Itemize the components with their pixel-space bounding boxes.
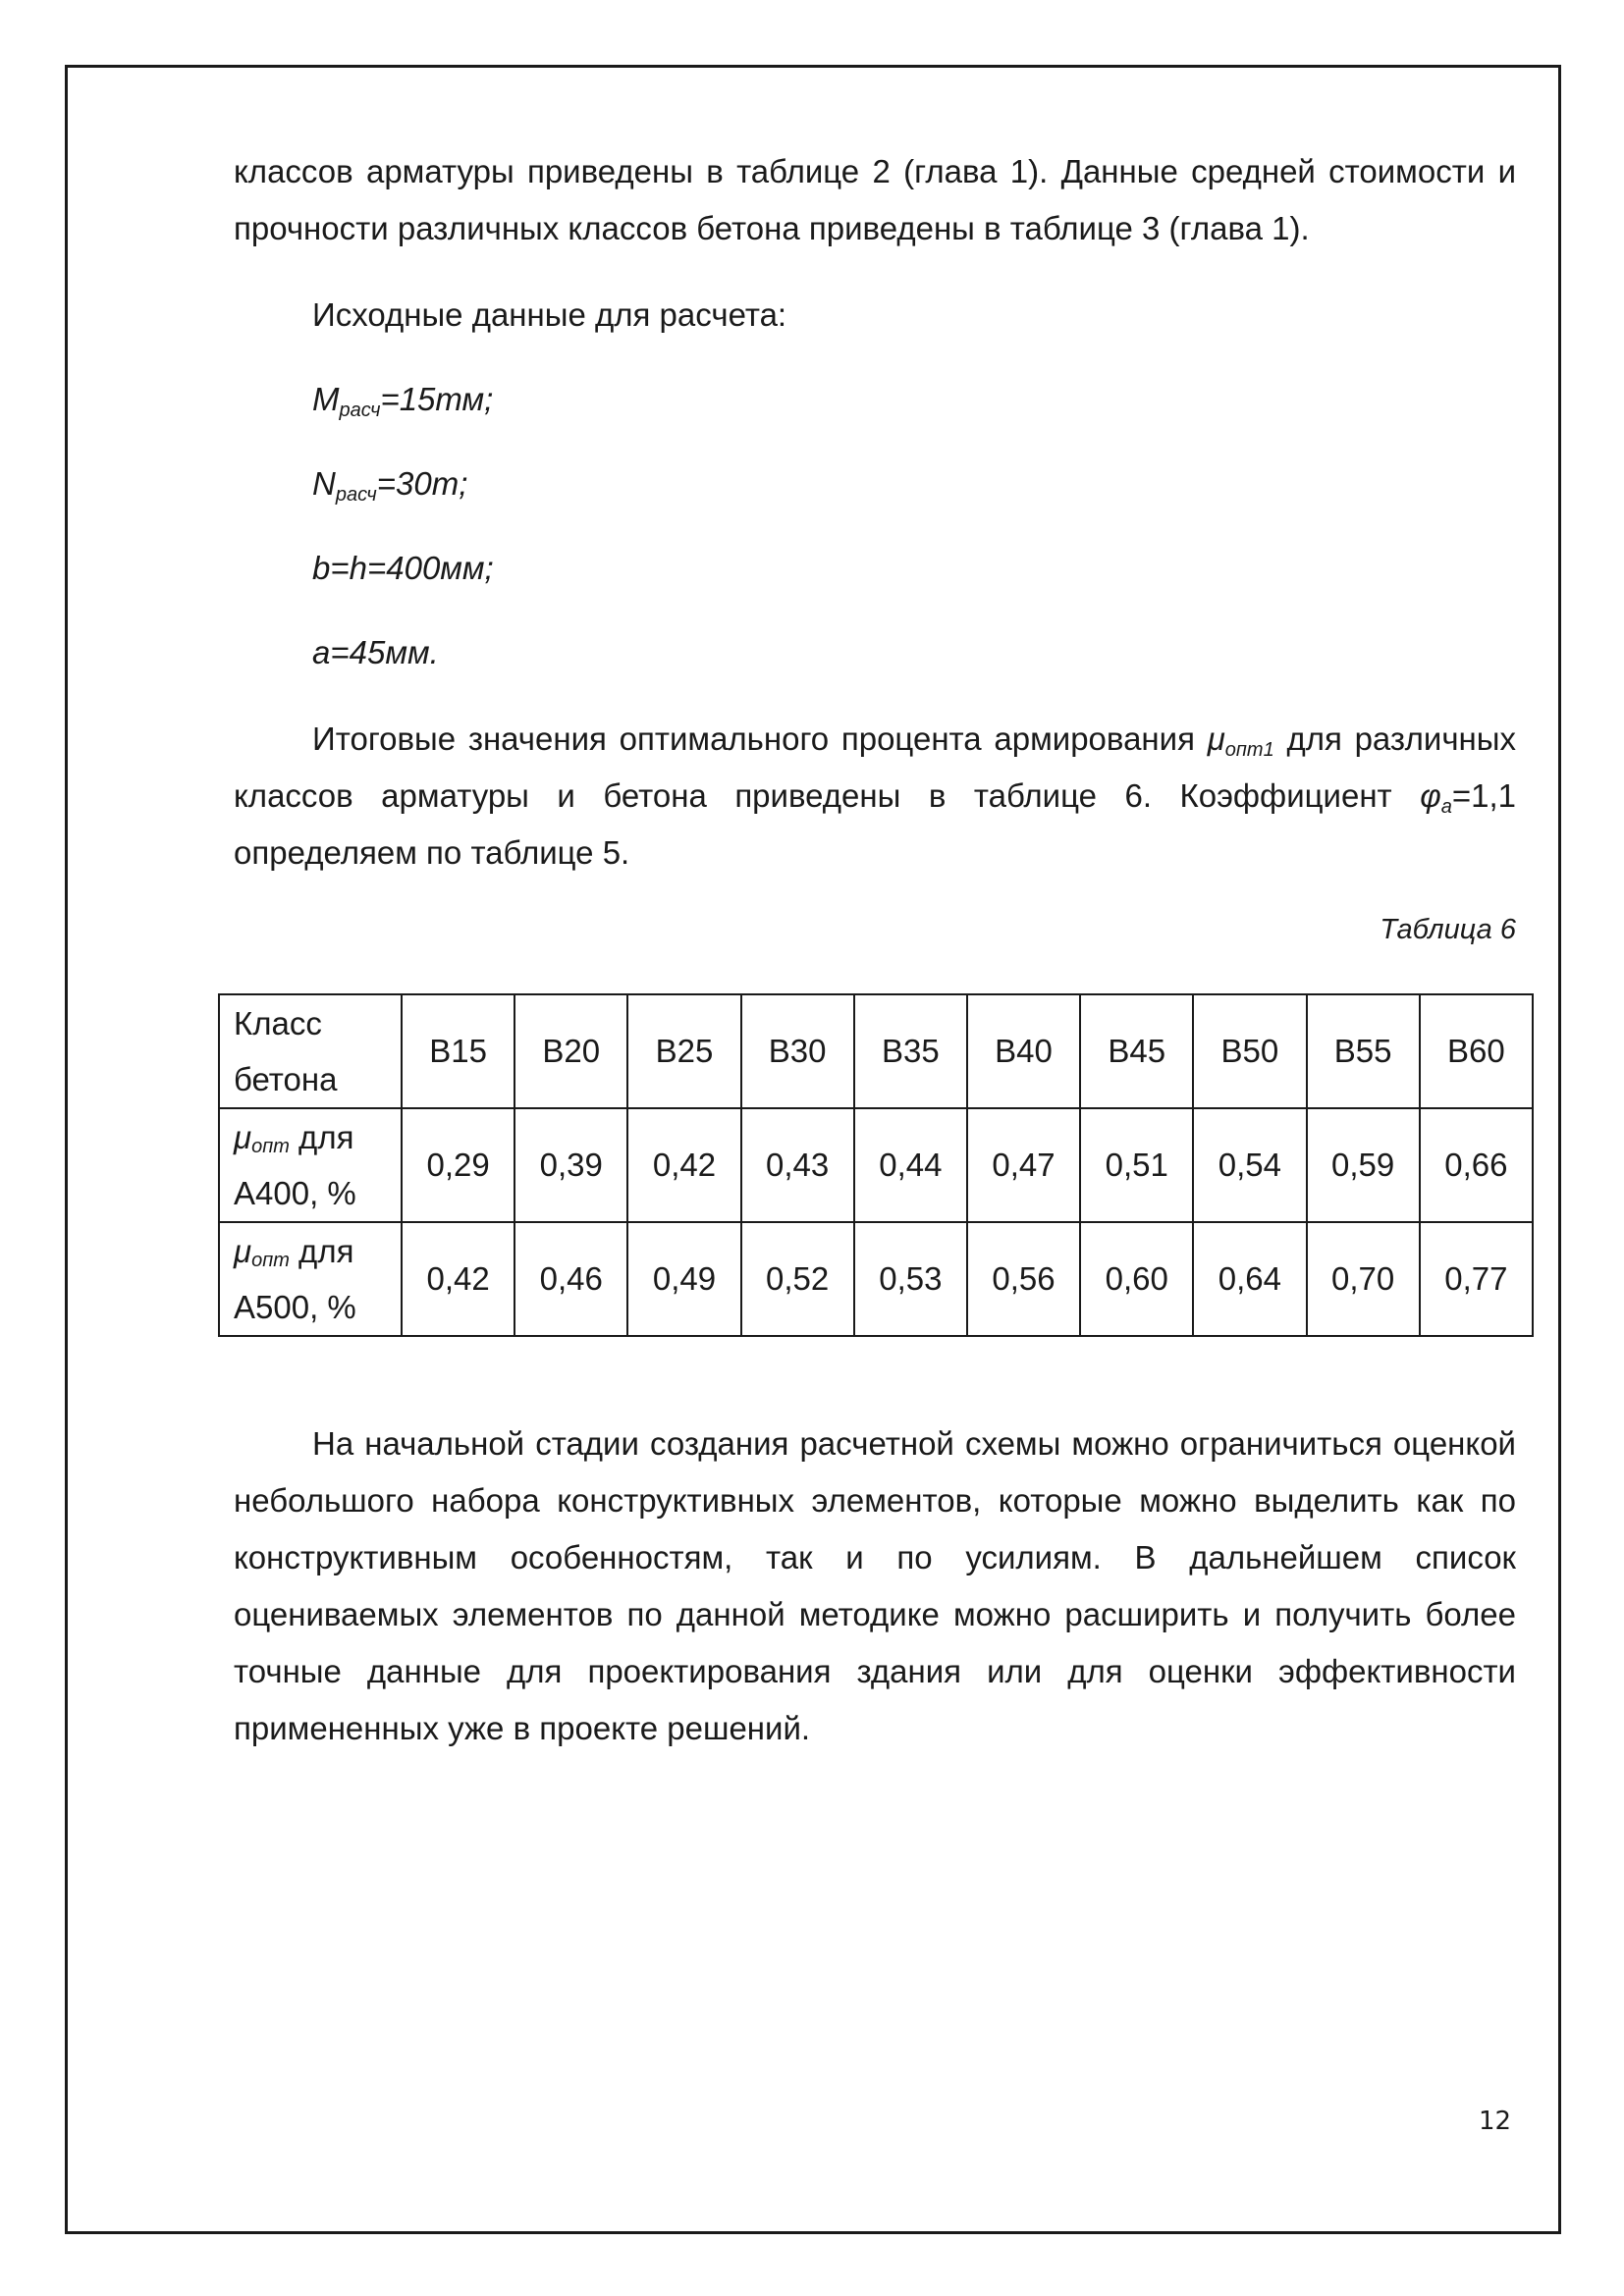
table-caption: Таблица 6: [1380, 914, 1516, 945]
table-cell: 0,43: [741, 1108, 854, 1222]
text-run: =1,1 определяем по таблице 5.: [234, 777, 1516, 871]
row-label-cell: [219, 1108, 402, 1222]
formula-cover: [234, 624, 1516, 681]
column-header: B60: [1420, 994, 1533, 1108]
column-header: B15: [402, 994, 514, 1108]
table-cell: 0,49: [627, 1222, 740, 1336]
table-row-a500: [219, 1222, 1533, 1336]
formula-sub: расч: [335, 484, 377, 506]
table-cell: 0,56: [967, 1222, 1080, 1336]
column-header: B25: [627, 994, 740, 1108]
mu-subscript: опт: [251, 1136, 290, 1157]
table-cell: 0,59: [1307, 1108, 1420, 1222]
formula-rest: =15тм;: [380, 381, 494, 417]
formula-base: b=h=400мм;: [312, 550, 494, 586]
table-cell: 0,53: [854, 1222, 967, 1336]
table-cell: 0,42: [402, 1222, 514, 1336]
table-cell: 0,60: [1080, 1222, 1193, 1336]
formula-base: N: [312, 465, 336, 502]
body-text-bottom: [234, 1415, 1516, 1757]
column-header: B50: [1193, 994, 1306, 1108]
column-header: B45: [1080, 994, 1193, 1108]
table-cell: 0,46: [514, 1222, 627, 1336]
paragraph-continued: классов арматуры приведены в таблице 2 (глава 1). Данные средней стоимости и прочности различных классов бетона приведены в таблице 3 (глава 1).: [234, 153, 1516, 246]
text-run: Итоговые значения оптимального процента армирования: [312, 721, 1208, 757]
phi-symbol: φ: [1420, 777, 1441, 814]
paragraph-conclusion: На начальной стадии создания расчетной схемы можно ограничиться оценкой небольшого набора конструктивных элементов, которые можно выделить как по конструктивным особенностям, так и по усилиям. В дальнейшем список оцениваемых элементов по данной методике можно расширить и получить более точные данные для проектирования здания или для оценки эффективности примененных уже в проекте решений.: [234, 1425, 1516, 1746]
table-cell: 0,42: [627, 1108, 740, 1222]
row-label-text: А500, %: [234, 1289, 356, 1325]
column-header: B40: [967, 994, 1080, 1108]
reinforcement-table: [218, 993, 1534, 1337]
formula-base: M: [312, 381, 340, 417]
row-label-text: для: [289, 1233, 354, 1269]
header-label-line: Класс: [234, 1005, 322, 1041]
column-header: B35: [854, 994, 967, 1108]
mu-subscript: опт: [251, 1250, 290, 1271]
table-cell: 0,77: [1420, 1222, 1533, 1336]
formula-sub: расч: [339, 400, 381, 421]
table-cell: 0,44: [854, 1108, 967, 1222]
table-cell: 0,70: [1307, 1222, 1420, 1336]
column-header: B20: [514, 994, 627, 1108]
intro-line: Исходные данные для расчета:: [312, 296, 787, 333]
column-header: B55: [1307, 994, 1420, 1108]
column-header: B30: [741, 994, 854, 1108]
row-label-text: для: [289, 1119, 354, 1155]
formula-rest: =30т;: [376, 465, 468, 502]
mu-subscript: опт1: [1224, 739, 1274, 761]
table-row-a400: [219, 1108, 1533, 1222]
table-cell: 0,54: [1193, 1108, 1306, 1222]
table-header-row: [219, 994, 1533, 1108]
row-label-cell: [219, 1222, 402, 1336]
formula-force: [234, 455, 1516, 512]
mu-symbol: μ: [234, 1233, 252, 1269]
table-cell: 0,66: [1420, 1108, 1533, 1222]
header-label-line: бетона: [234, 1061, 338, 1097]
row-label-text: А400, %: [234, 1175, 356, 1211]
mu-symbol: μ: [234, 1119, 252, 1155]
table-cell: 0,64: [1193, 1222, 1306, 1336]
mu-symbol: μ: [1207, 721, 1225, 757]
table-cell: 0,52: [741, 1222, 854, 1336]
formula-section: [234, 540, 1516, 597]
paragraph-results: [234, 711, 1516, 881]
header-label-cell: [219, 994, 402, 1108]
text-run: для различных классов арматуры и бетона приведены в таблице 6. Коэффициент: [234, 721, 1516, 814]
table-cell: 0,29: [402, 1108, 514, 1222]
formula-moment: [234, 371, 1516, 428]
table-cell: 0,51: [1080, 1108, 1193, 1222]
phi-subscript: а: [1440, 796, 1452, 818]
body-text-top: [234, 143, 1516, 952]
table-cell: 0,47: [967, 1108, 1080, 1222]
page-number: 12: [1479, 2107, 1512, 2136]
formula-base: a=45мм.: [312, 634, 439, 670]
table-cell: 0,39: [514, 1108, 627, 1222]
